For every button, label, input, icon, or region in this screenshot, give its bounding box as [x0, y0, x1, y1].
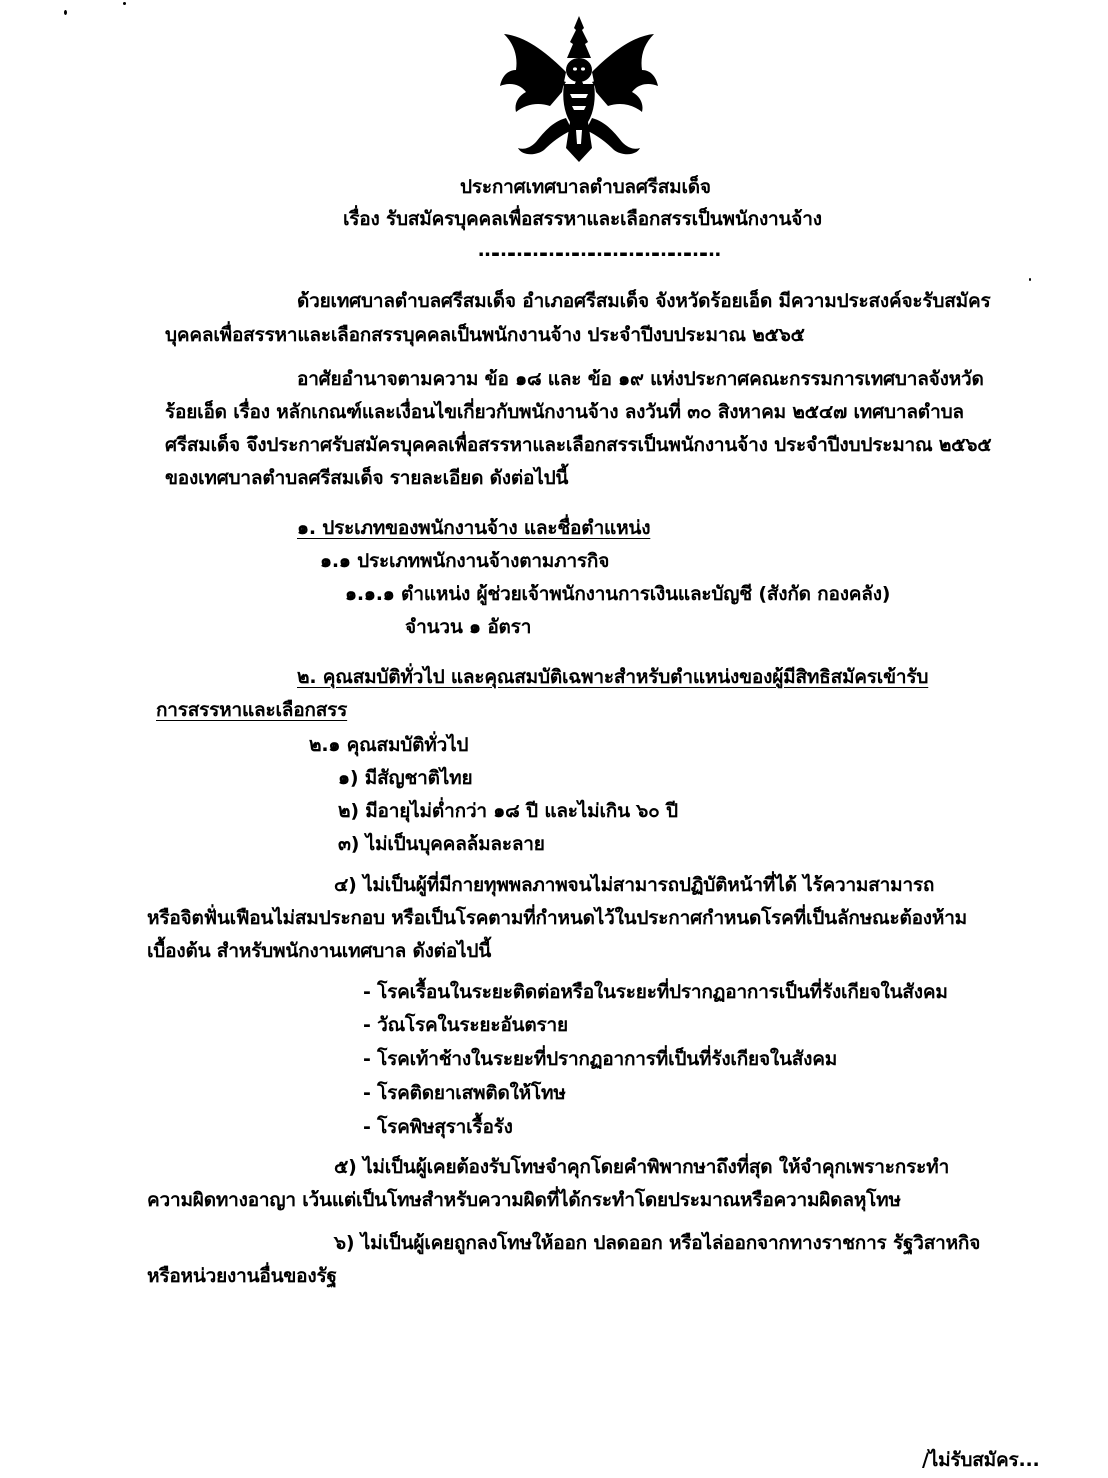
qualification-2: ๒) มีอายุไม่ต่ำกว่า ๑๘ ปี และไม่เกิน ๖๐ ปี: [338, 800, 678, 822]
intro-p2-line-2: ร้อยเอ็ด เรื่อง หลักเกณฑ์และเงื่อนไขเกี่ยวกับพนักงานจ้าง ลงวันที่ ๓๐ สิงหาคม ๒๕๔๗ เทศบาลตำบล: [165, 401, 964, 423]
position-count: จำนวน ๑ อัตรา: [405, 616, 532, 638]
intro-p2-line-3: ศรีสมเด็จ จึงประกาศรับสมัครบุคคลเพื่อสรรหาและเลือกสรรเป็นพนักงานจ้าง ประจำปีงบประมาณ ๒๕๖๕: [165, 434, 992, 456]
scan-speck: [123, 2, 126, 5]
qualification-4-line-1: ๔) ไม่เป็นผู้ที่มีกายทุพพลภาพจนไม่สามารถปฏิบัติหน้าที่ได้ ไร้ความสามารถ: [334, 874, 935, 896]
disease-item: - โรคเท้าช้างในระยะที่ปรากฏอาการที่เป็นที่รังเกียจในสังคม: [363, 1048, 838, 1070]
continued-on-next-page: /ไม่รับสมัคร...: [922, 1449, 1040, 1471]
scan-speck: [1029, 278, 1031, 281]
qualification-3: ๓) ไม่เป็นบุคคลล้มละลาย: [338, 833, 545, 855]
qualification-4-line-3: เบื้องต้น สำหรับพนักงานเทศบาล ดังต่อไปนี้: [147, 940, 492, 962]
section-1-1-heading: ๑.๑ ประเภทพนักงานจ้างตามภารกิจ: [320, 550, 610, 572]
announcement-subject: เรื่อง รับสมัครบุคคลเพื่อสรรหาและเลือกสรรเป็นพนักงานจ้าง: [343, 208, 822, 230]
intro-p2-line-1: อาศัยอำนาจตามความ ข้อ ๑๘ และ ข้อ ๑๙ แห่งประกาศคณะกรรมการเทศบาลจังหวัด: [297, 368, 984, 390]
qualification-4-line-2: หรือจิตฟั่นเฟือนไม่สมประกอบ หรือเป็นโรคตามที่กำหนดไว้ในประกาศกำหนดโรคที่เป็นลักษณะต้องห้าม: [147, 907, 968, 929]
disease-item: - โรคพิษสุราเรื้อรัง: [363, 1116, 513, 1138]
intro-p2-line-4: ของเทศบาลตำบลศรีสมเด็จ รายละเอียด ดังต่อไปนี้: [165, 467, 569, 489]
intro-p1-line-2: บุคคลเพื่อสรรหาและเลือกสรรบุคคลเป็นพนักงานจ้าง ประจำปีงบประมาณ ๒๕๖๕: [165, 324, 805, 346]
header-separator-dots: ………………………………………: [478, 239, 718, 261]
section-1-heading: ๑. ประเภทของพนักงานจ้าง และชื่อตำแหน่ง: [297, 517, 651, 539]
section-2-heading-line-1: ๒. คุณสมบัติทั่วไป และคุณสมบัติเฉพาะสำหรับตำแหน่งของผู้มีสิทธิสมัครเข้ารับ: [297, 666, 929, 688]
disease-item: - โรคติดยาเสพติดให้โทษ: [363, 1082, 566, 1104]
qualification-6-line-1: ๖) ไม่เป็นผู้เคยถูกลงโทษให้ออก ปลดออก หรือไล่ออกจากทางราชการ รัฐวิสาหกิจ: [334, 1232, 981, 1254]
section-2-1-heading: ๒.๑ คุณสมบัติทั่วไป: [309, 734, 469, 756]
disease-item: - วัณโรคในระยะอันตราย: [363, 1014, 568, 1036]
announcement-title: ประกาศเทศบาลตำบลศรีสมเด็จ: [460, 176, 711, 198]
position-title: ๑.๑.๑ ตำแหน่ง ผู้ช่วยเจ้าพนักงานการเงินและบัญชี (สังกัด กองคลัง): [345, 583, 891, 605]
qualification-6-line-2: หรือหน่วยงานอื่นของรัฐ: [147, 1265, 337, 1287]
disease-item: - โรคเรื้อนในระยะติดต่อหรือในระยะที่ปรากฏอาการเป็นที่รังเกียจในสังคม: [363, 981, 948, 1003]
intro-p1-line-1: ด้วยเทศบาลตำบลศรีสมเด็จ อำเภอศรีสมเด็จ จังหวัดร้อยเอ็ด มีความประสงค์จะรับสมัคร: [297, 290, 991, 312]
qualification-5-line-2: ความผิดทางอาญา เว้นแต่เป็นโทษสำหรับความผิดที่ได้กระทำโดยประมาณหรือความผิดลหุโทษ: [147, 1189, 901, 1211]
garuda-emblem-icon: [496, 14, 662, 164]
qualification-1: ๑) มีสัญชาติไทย: [338, 767, 473, 789]
scan-speck: [64, 10, 67, 15]
section-2-heading-line-2: การสรรหาและเลือกสรร: [156, 699, 348, 721]
qualification-5-line-1: ๕) ไม่เป็นผู้เคยต้องรับโทษจำคุกโดยคำพิพากษาถึงที่สุด ให้จำคุกเพราะกระทำ: [334, 1156, 950, 1178]
